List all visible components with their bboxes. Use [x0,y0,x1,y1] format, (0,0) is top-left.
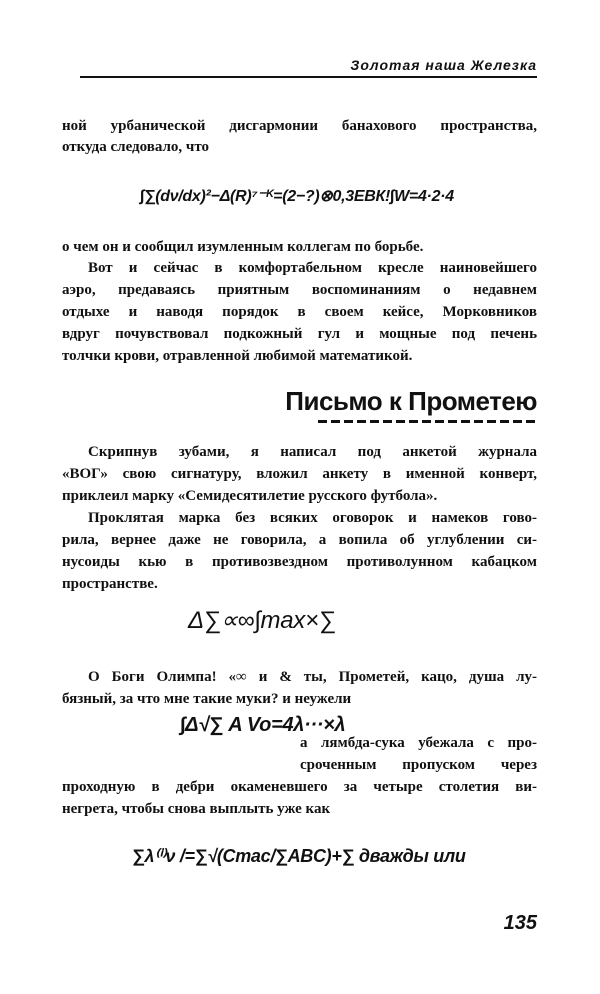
text-line: негрета, чтобы снова выплыть уже как [62,801,331,817]
handwritten-formula: ∫Δ√∑ A Vo=4λ···×λ [180,714,346,736]
text-line: О Боги Олимпа! «∞ и & ты, Прометей, кацо, душа лу- [88,669,537,685]
handwritten-formula: ∑λ⁽ⁱ⁾ν /=∑√(Cmac/∑ABC)+∑ дважды или [132,846,466,866]
text-line: «ВОГ» свою сигнатуру, вложил анкету в именной конверт, [62,466,537,482]
text-line: ной урбанической дисгармонии банахового пространства, [62,118,537,134]
handwritten-formula: ∫∑(dν/dx)²−Δ(R)⁷⁻ᴷ=(2−?)⊗0,3ЕВК!∫W=4·2·4 [140,188,454,205]
text-line: вдруг почувствовал подкожный гул и мощные под печень [62,326,537,342]
text-line: сроченным пропуском через [300,757,537,773]
text-line: толчки крови, отравленной любимой математикой. [62,348,413,364]
text-line: пространстве. [62,576,158,592]
text-line: рила, вернее даже не говорила, а вопила об углублении си- [62,532,537,548]
text-line: проходную в дебри окаменевшего за четыре столетия ви- [62,779,537,795]
running-header: Золотая наша Железка [350,57,537,73]
page-number: 135 [503,912,537,934]
title-dashed-rule [318,420,537,423]
text-line: аэро, предаваясь приятным воспоминаниям о недавнем [62,282,537,298]
text-line: Проклятая марка без всяких оговорок и намеков гово- [88,510,537,526]
text-line: отдыхе и наводя порядок в своем кейсе, Морковников [62,304,537,320]
text-line: откуда следовало, что [62,139,210,155]
text-line: бязный, за что мне такие муки? и неужели [62,691,352,707]
text-line: Скрипнув зубами, я написал под анкетой журнала [88,444,537,460]
handwritten-formula: Δ∑∝∞∫max×∑ [188,607,336,634]
text-line: приклеил марку «Семидесятилетие русского футбола». [62,488,438,504]
section-title: Письмо к Прометею [285,386,537,416]
text-line: о чем он и сообщил изумленным коллегам по борьбе. [62,239,424,255]
text-line: а лямбда-сука убежала с про- [300,735,537,751]
text-line: Вот и сейчас в комфортабельном кресле наиновейшего [88,260,537,276]
header-rule [80,76,537,78]
text-line: нусоиды кью в противозвездном противолунном кабацком [62,554,537,570]
